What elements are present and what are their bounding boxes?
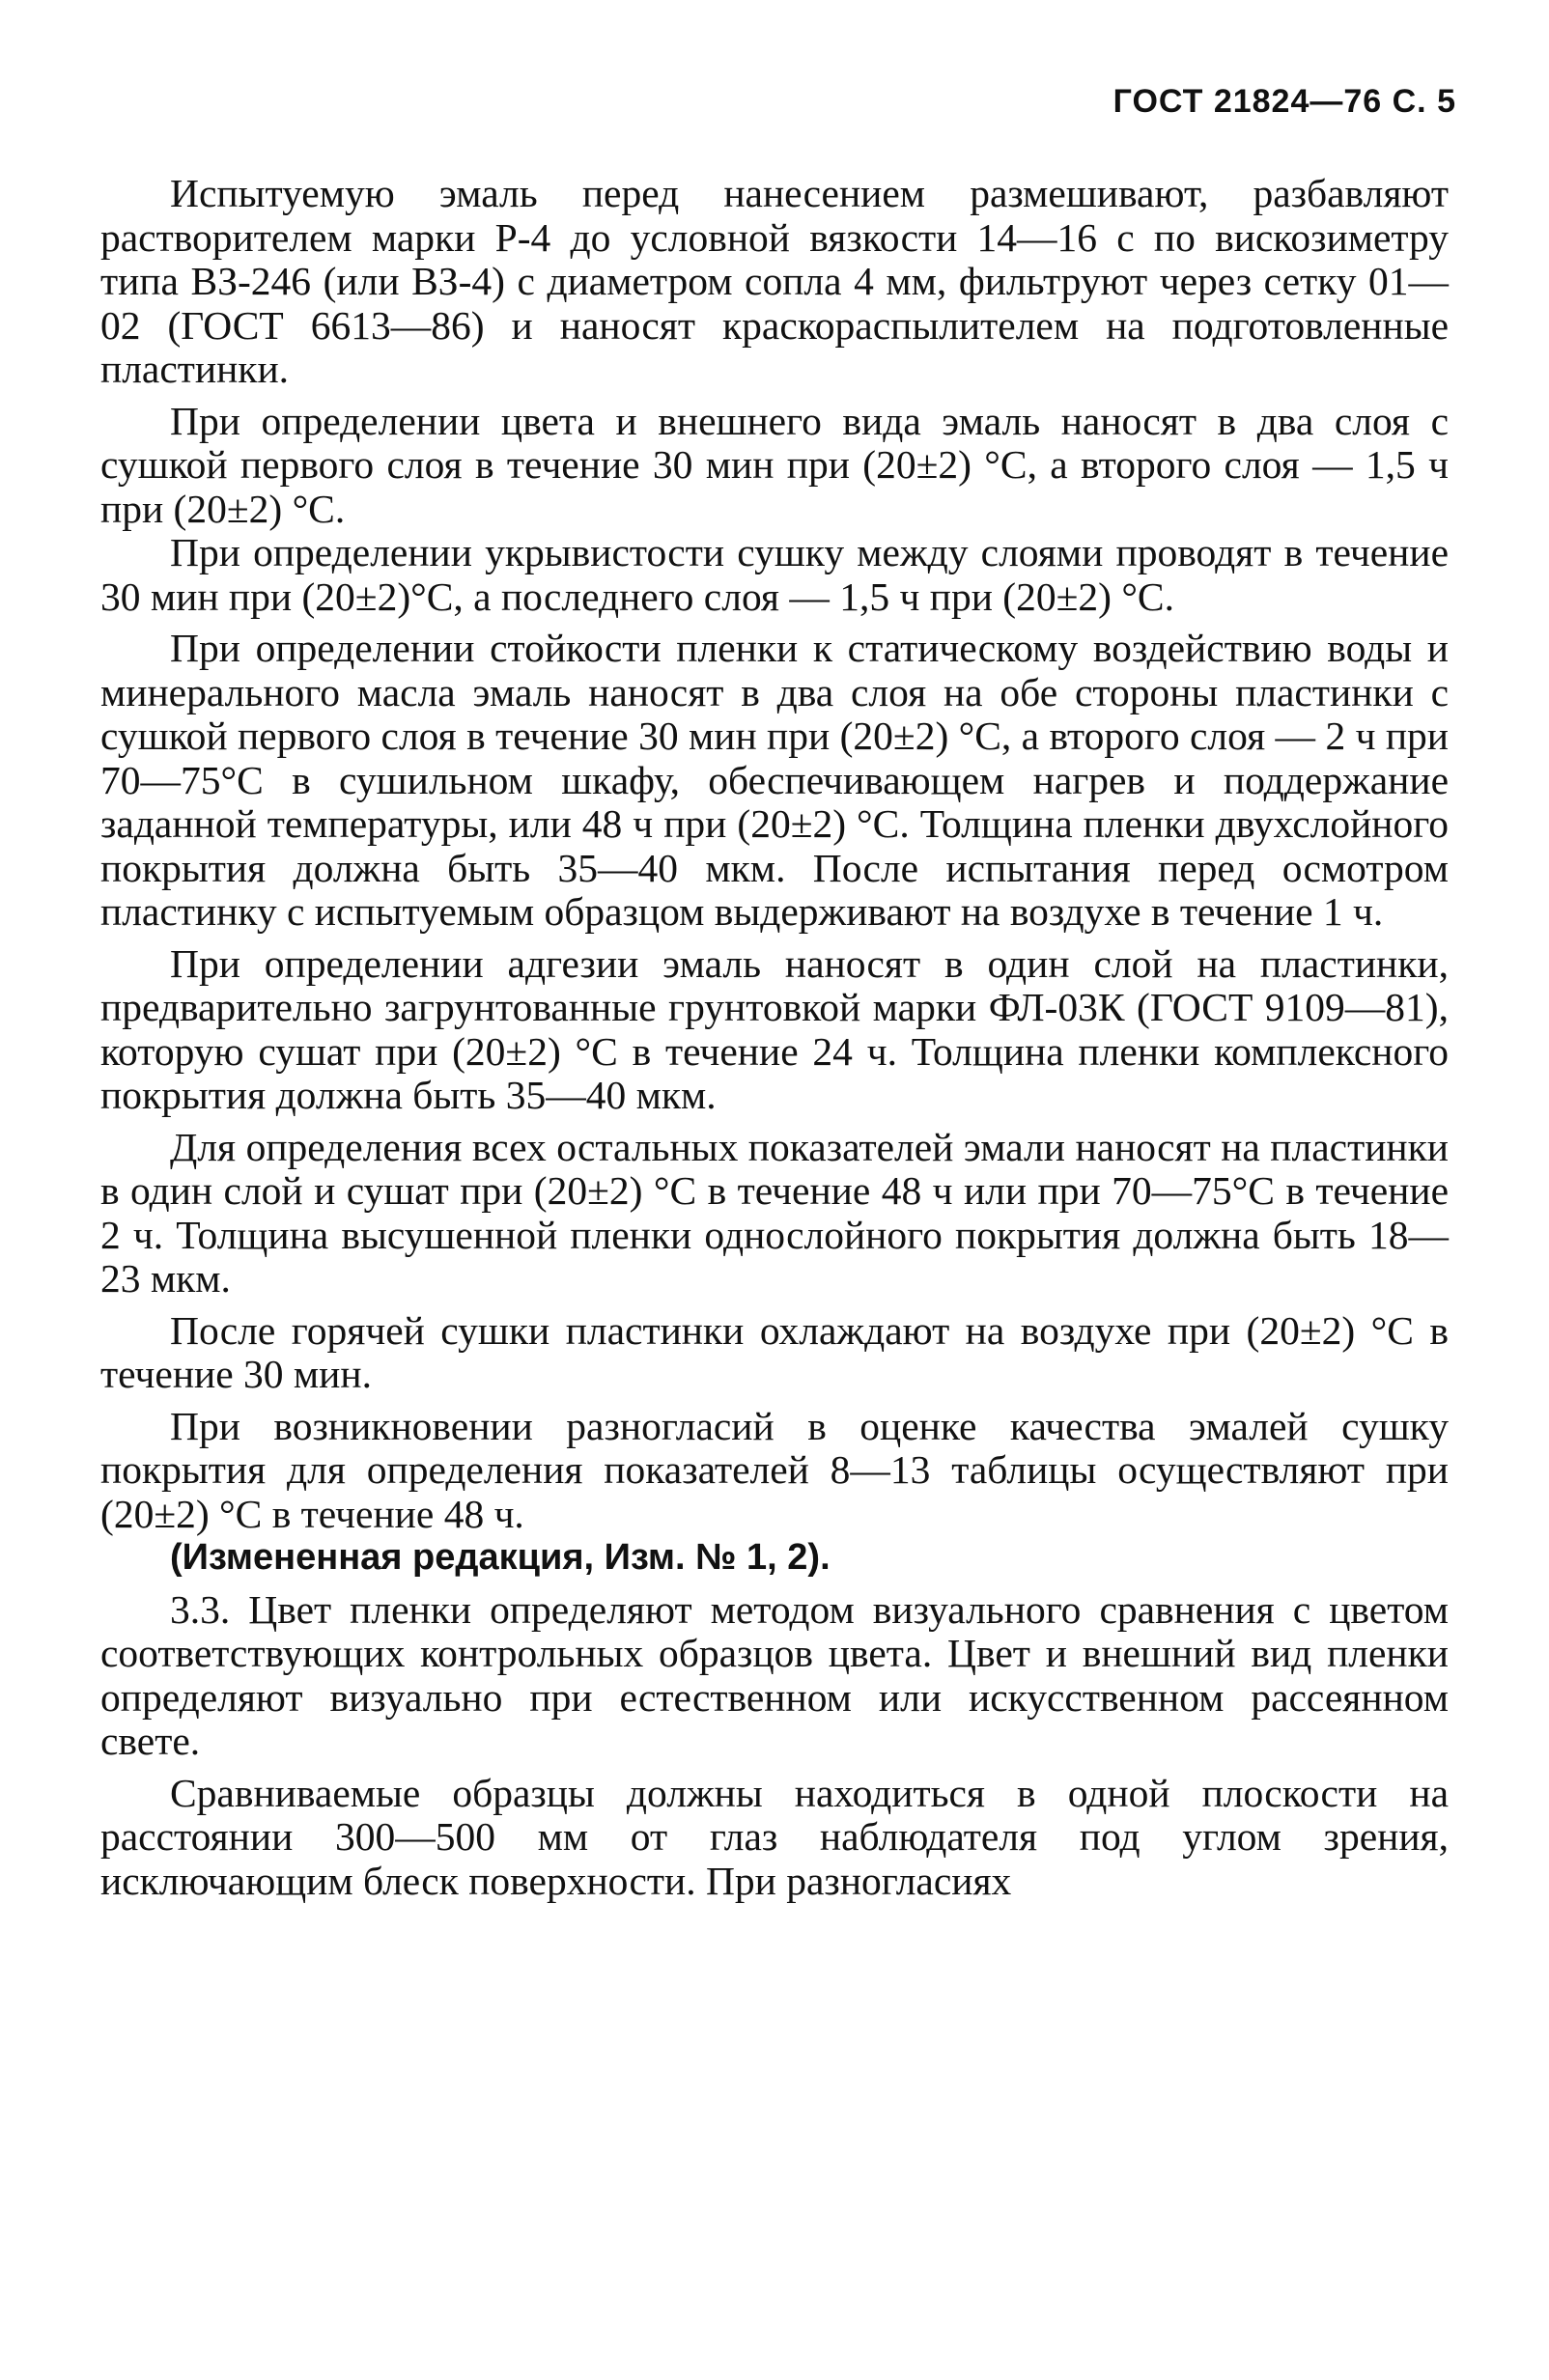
document-body — [100, 172, 1449, 1903]
paragraph-enamel-preparation: Испытуемую эмаль перед нанесением размешивают, разбавляют растворителем марки Р-4 до условной вязкости 14—16 с по вискозиметру типа ВЗ-246 (или ВЗ-4) с диаметром сопла 4 мм, фильтруют через сетку 01—02 (ГОСТ 6613—86) и наносят краскораспылителем на подготовленные пластинки. — [100, 171, 1449, 391]
paragraph-adhesion: При определении адгезии эмаль наносят в один слой на пластинки, предварительно загрунтованные грунтовкой марки ФЛ-03К (ГОСТ 9109—81), которую сушат при (20±2) °С в течение 24 ч. Толщина пленки комплексного покрытия должна быть 35—40 мкм. — [100, 940, 1449, 1117]
paragraph-comparison: Сравниваемые образцы должны находиться в одной плоскости на расстоянии 300—500 мм от глаз наблюдателя под углом зрения, исключающим блеск поверхности. При разногласиях — [100, 1770, 1449, 1903]
paragraph-color-appearance: При определении цвета и внешнего вида эмаль наносят в два слоя с сушкой первого слоя в течение 30 мин при (20±2) °С, а второго слоя — 1,5 ч при (20±2) °С. — [100, 398, 1449, 531]
paragraph-cooling: После горячей сушки пластинки охлаждают на воздухе при (20±2) °С в течение 30 мин. — [100, 1307, 1449, 1396]
paragraph-section-3-3: 3.3. Цвет пленки определяют методом визуального сравнения с цветом соответствующих контрольных образцов цвета. Цвет и внешний вид пленки определяют визуально при естественном или искусственном рассеянном свете. — [100, 1586, 1449, 1763]
paragraph-water-oil-resistance: При определении стойкости пленки к статическому воздействию воды и минерального масла эмаль наносят в два слоя на обе стороны пластинки с сушкой первого слоя в течение 30 мин при (20±2) °С, а второго слоя — 2 ч при 70—75°С в сушильном шкафу, обеспечивающем нагрев и поддержание заданной температуры, или 48 ч при (20±2) °С. Толщина пленки двухслойного покрытия должна быть 35—40 мкм. После испытания перед осмотром пластинку с испытуемым образцом выдерживают на воздухе в течение 1 ч. — [100, 626, 1449, 934]
page-header: ГОСТ 21824—76 С. 5 — [1112, 83, 1456, 120]
paragraph-other-indicators: Для определения всех остальных показателей эмали наносят на пластинки в один слой и сушат при (20±2) °С в течение 48 ч или при 70—75°С в течение 2 ч. Толщина высушенной пленки однослойного покрытия должна быть 18—23 мкм. — [100, 1124, 1449, 1301]
paragraph-disputes: При возникновении разногласий в оценке качества эмалей сушку покрытия для определения показателей 8—13 таблицы осуществляют при (20±2) °С в течение 48 ч. — [100, 1403, 1449, 1536]
paragraph-hiding-power: При определении укрывистости сушку между слоями проводят в течение 30 мин при (20±2)°С, а последнего слоя — 1,5 ч при (20±2) °С. — [100, 530, 1449, 619]
amendment-note: (Измененная редакция, Изм. № 1, 2). — [170, 1537, 831, 1578]
